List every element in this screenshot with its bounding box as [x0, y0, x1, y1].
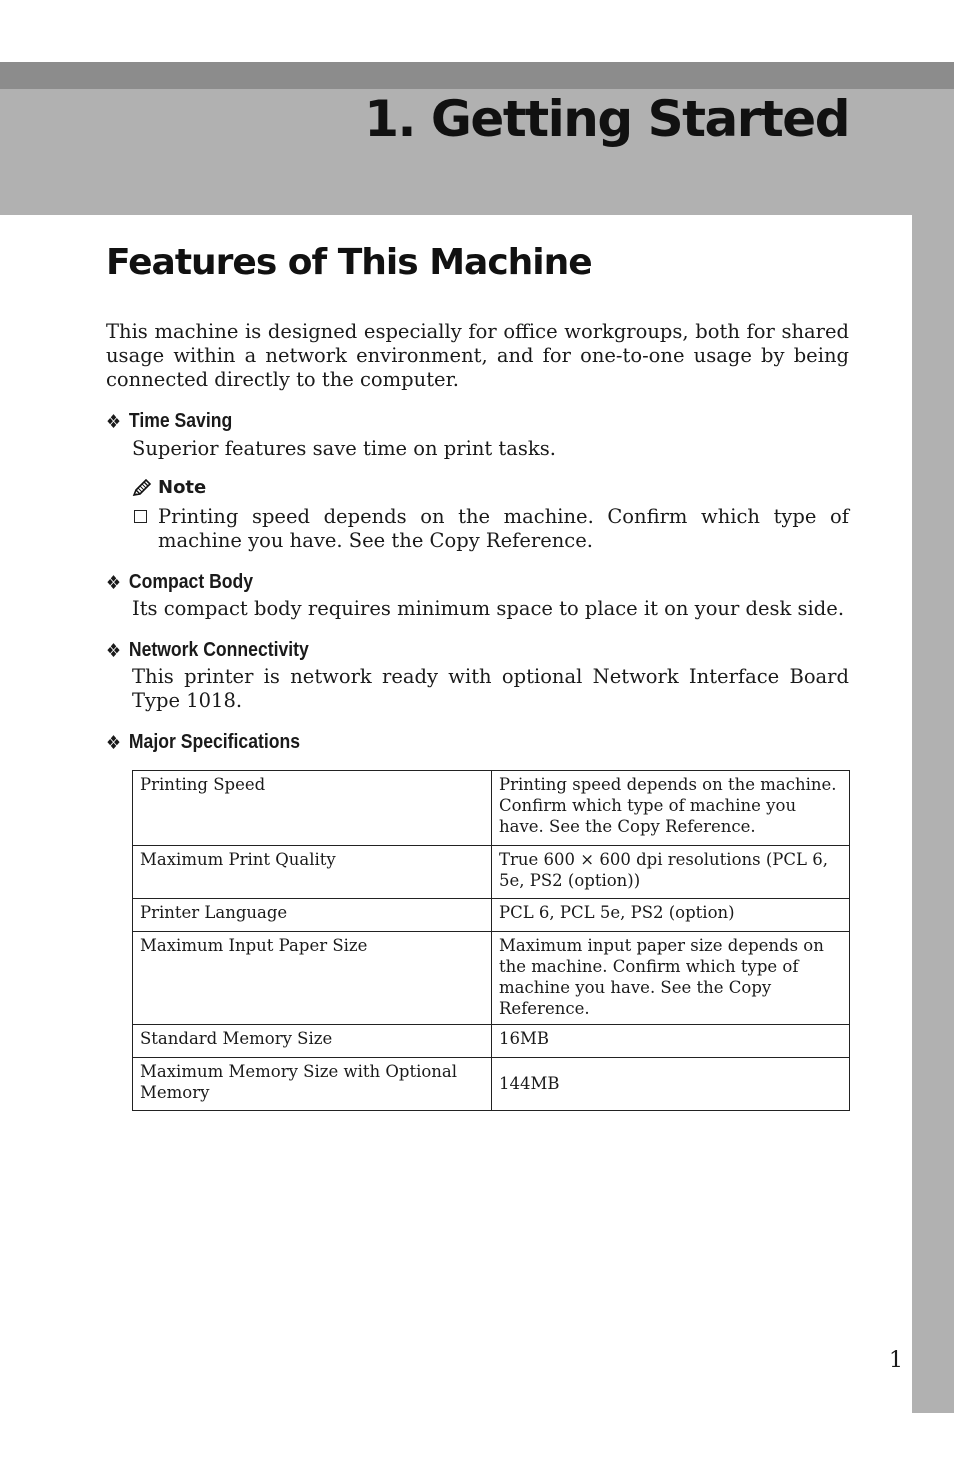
spec-value: 16MB [492, 1025, 850, 1058]
spec-label: Standard Memory Size [133, 1025, 492, 1058]
note-label: Note [158, 477, 207, 498]
diamond-bullet-icon: ❖ [106, 571, 122, 594]
note-item [132, 505, 849, 553]
spec-value: Maximum input paper size depends on the machine. Confirm which type of machine you have. See the Copy Reference. [492, 932, 850, 1025]
spec-value: 144MB [492, 1058, 850, 1111]
note-item-text: Printing speed depends on the machine. Confirm which type of machine you have. See the Copy Reference. [158, 505, 849, 552]
side-thumb-tab [912, 215, 954, 1413]
table-row [133, 771, 850, 846]
page-number: 1 [889, 1348, 903, 1373]
checkbox-square-icon [134, 510, 147, 523]
spec-label: Maximum Input Paper Size [133, 932, 492, 1025]
chapter-title: 1. Getting Started [364, 90, 849, 148]
feature-heading-major-specifications [106, 731, 300, 754]
diamond-bullet-icon: ❖ [106, 731, 122, 754]
feature-body-compact-body: Its compact body requires minimum space to place it on your desk side. [132, 597, 845, 620]
feature-heading-label: Compact Body [128, 571, 254, 593]
header-strip [0, 62, 954, 89]
pencil-note-icon [132, 479, 152, 497]
intro-paragraph: This machine is designed especially for office workgroups, both for shared usage within a network environment, and for one-to-one usage by being connected directly to the computer. [106, 320, 849, 391]
feature-heading-label: Major Specifications [128, 731, 301, 753]
feature-heading-time-saving [106, 410, 232, 433]
diamond-bullet-icon: ❖ [106, 410, 122, 433]
feature-heading-label: Time Saving [128, 410, 233, 432]
feature-heading-network-connectivity [106, 639, 309, 662]
spec-value: Printing speed depends on the machine. Confirm which type of machine you have. See the Copy Reference. [492, 771, 850, 846]
spec-value: True 600 × 600 dpi resolutions (PCL 6, 5e, PS2 (option)) [492, 846, 850, 899]
diamond-bullet-icon: ❖ [106, 639, 122, 662]
feature-heading-label: Network Connectivity [128, 639, 309, 661]
feature-body-network-connectivity: This printer is network ready with optional Network Interface Board Type 1018. [132, 665, 849, 712]
spec-label: Maximum Memory Size with Optional Memory [133, 1058, 492, 1111]
spec-value: PCL 6, PCL 5e, PS2 (option) [492, 899, 850, 932]
table-row [133, 1025, 850, 1058]
specifications-table [132, 770, 850, 1111]
table-row [133, 846, 850, 899]
note-heading [132, 477, 206, 498]
section-title: Features of This Machine [106, 242, 592, 283]
feature-heading-compact-body [106, 571, 253, 594]
table-row [133, 932, 850, 1025]
spec-label: Printer Language [133, 899, 492, 932]
table-row [133, 1058, 850, 1111]
table-row [133, 899, 850, 932]
spec-label: Printing Speed [133, 771, 492, 846]
spec-label: Maximum Print Quality [133, 846, 492, 899]
feature-body-time-saving: Superior features save time on print tasks. [132, 437, 556, 460]
